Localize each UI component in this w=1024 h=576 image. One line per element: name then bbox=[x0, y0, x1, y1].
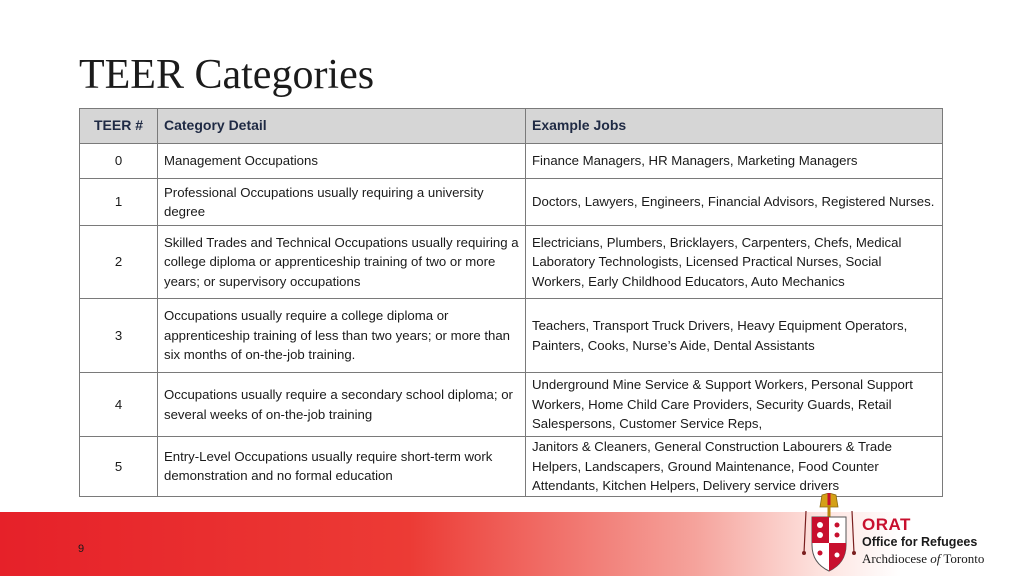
teer-number: 5 bbox=[80, 437, 158, 497]
header-example-jobs: Example Jobs bbox=[526, 109, 943, 144]
teer-number: 4 bbox=[80, 373, 158, 437]
category-detail: Professional Occupations usually requiring a university degree bbox=[158, 179, 526, 226]
example-jobs: Underground Mine Service & Support Workers, Personal Support Workers, Home Child Care Providers, Security Guards, Retail Salespersons, Customer Service Reps, bbox=[526, 373, 943, 437]
logo-archdiocese-text: Archdiocese bbox=[862, 551, 931, 566]
table-row bbox=[80, 179, 943, 226]
example-jobs: Teachers, Transport Truck Drivers, Heavy Equipment Operators, Painters, Cooks, Nurse’s Aide, Dental Assistants bbox=[526, 299, 943, 373]
example-jobs: Electricians, Plumbers, Bricklayers, Carpenters, Chefs, Medical Laboratory Technologists, Licensed Practical Nurses, Social Workers, Early Childhood Educators, Auto Mechanics bbox=[526, 226, 943, 299]
example-jobs: Doctors, Lawyers, Engineers, Financial Advisors, Registered Nurses. bbox=[526, 179, 943, 226]
logo-acronym: ORAT bbox=[862, 515, 911, 534]
teer-number: 0 bbox=[80, 144, 158, 179]
table-row bbox=[80, 144, 943, 179]
table-row bbox=[80, 437, 943, 497]
logo-of-text: of bbox=[930, 551, 941, 566]
coat-of-arms-icon bbox=[800, 493, 858, 573]
example-jobs: Janitors & Cleaners, General Construction Labourers & Trade Helpers, Landscapers, Ground Maintenance, Food Counter Attendants, Kitchen Helpers, Delivery service drivers bbox=[526, 437, 943, 497]
table-header-row bbox=[80, 109, 943, 144]
teer-table bbox=[79, 108, 943, 497]
category-detail: Skilled Trades and Technical Occupations usually requiring a college diploma or apprenticeship training of two or more years; or supervisory occupations bbox=[158, 226, 526, 299]
table-row bbox=[80, 373, 943, 437]
page-number: 9 bbox=[78, 543, 85, 555]
logo-archdiocese bbox=[862, 551, 984, 567]
teer-number: 1 bbox=[80, 179, 158, 226]
header-category-detail: Category Detail bbox=[158, 109, 526, 144]
orat-logo bbox=[800, 493, 1020, 573]
table-row bbox=[80, 299, 943, 373]
category-detail: Entry-Level Occupations usually require short-term work demonstration and no formal education bbox=[158, 437, 526, 497]
example-jobs: Finance Managers, HR Managers, Marketing Managers bbox=[526, 144, 943, 179]
slide-title: TEER Categories bbox=[79, 52, 375, 98]
category-detail: Occupations usually require a college diploma or apprenticeship training of less than two years; or more than six months of on-the-job training. bbox=[158, 299, 526, 373]
logo-office-name: Office for Refugees bbox=[862, 535, 978, 549]
teer-number: 3 bbox=[80, 299, 158, 373]
category-detail: Occupations usually require a secondary school diploma; or several weeks of on-the-job training bbox=[158, 373, 526, 437]
logo-toronto-text: Toronto bbox=[940, 551, 985, 566]
teer-number: 2 bbox=[80, 226, 158, 299]
table-row bbox=[80, 226, 943, 299]
category-detail: Management Occupations bbox=[158, 144, 526, 179]
header-teer-number: TEER # bbox=[80, 109, 158, 144]
